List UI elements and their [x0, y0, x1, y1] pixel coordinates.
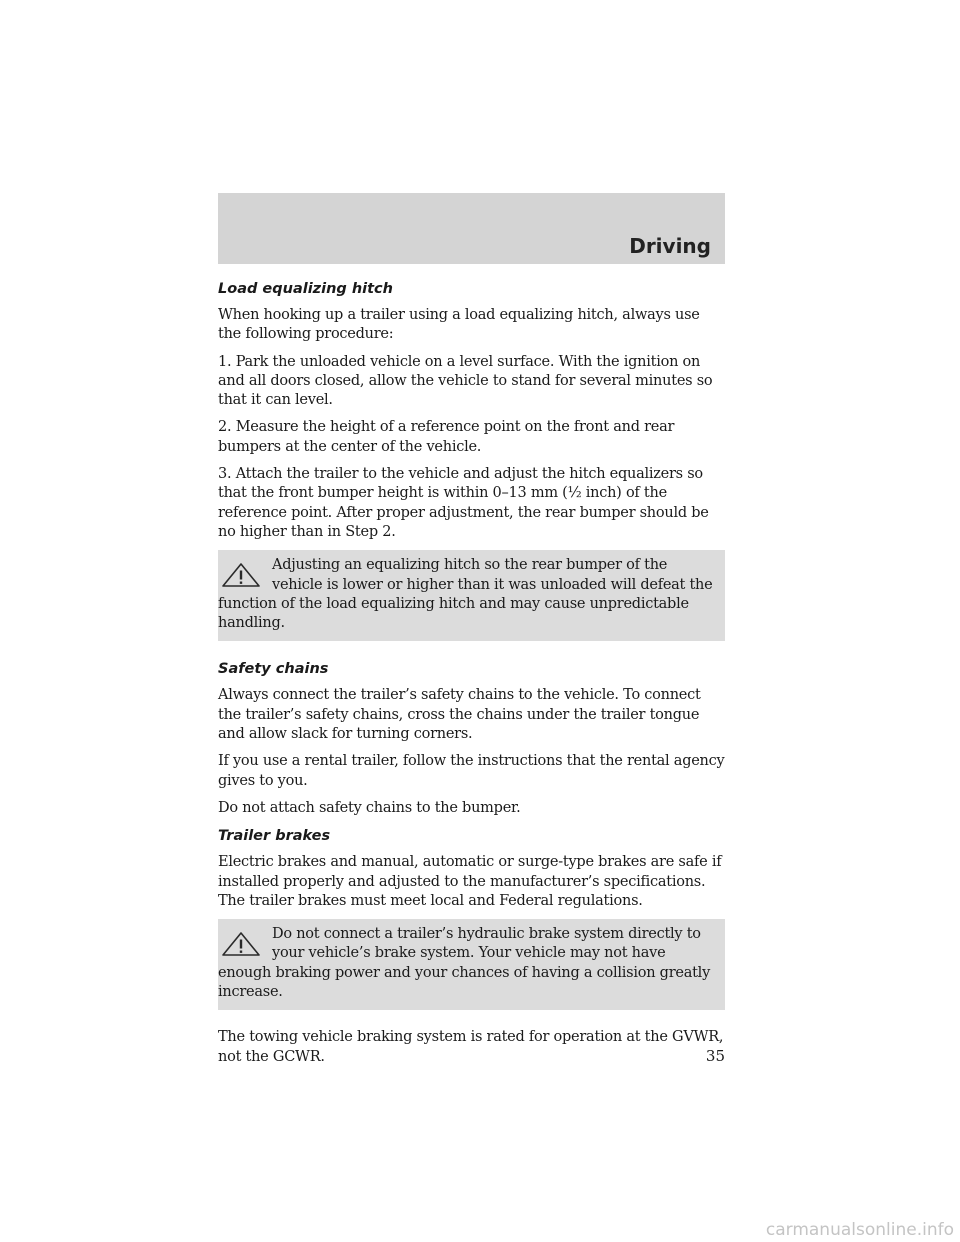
- paragraph-safety-chains-2: If you use a rental trailer, follow the instructions that the rental agency gives to you.: [218, 753, 725, 789]
- warning-box-hitch: [218, 550, 725, 641]
- warning-triangle-icon: [221, 931, 261, 957]
- paragraph-safety-chains-1: Always connect the trailer’s safety chains to the vehicle. To connect the trailer’s safety chains, cross the chains under the trailer tongue and allow slack for turning corners.: [218, 687, 701, 743]
- warning-text-hitch: Adjusting an equalizing hitch so the rear bumper of the vehicle is lower or higher than it was unloaded will defeat the function of the load equalizing hitch and may cause unpredictable handling.: [218, 557, 713, 632]
- section-title: Driving: [629, 234, 711, 258]
- paragraph-step-1: 1. Park the unloaded vehicle on a level surface. With the ignition on and all doors closed, allow the vehicle to stand for several minutes so that it can level.: [218, 353, 713, 409]
- heading-load-equalizing-hitch: Load equalizing hitch: [218, 281, 393, 297]
- heading-safety-chains: Safety chains: [218, 661, 329, 678]
- heading-trailer-brakes: Trailer brakes: [218, 828, 331, 845]
- paragraph-step-2: 2. Measure the height of a reference point on the front and rear bumpers at the center of the vehicle.: [218, 419, 675, 455]
- page-content: [218, 279, 725, 1075]
- paragraph-trailer-brakes-2: The towing vehicle braking system is rated for operation at the GVWR, not the GCWR.: [218, 1029, 724, 1065]
- page-number: 35: [705, 1047, 725, 1065]
- paragraph-trailer-brakes-1: Electric brakes and manual, automatic or surge-type brakes are safe if installed properly and adjusted to the manufacturer’s specifications. The trailer brakes must meet local and Federal regulations.: [218, 854, 722, 909]
- warning-triangle-icon: [221, 562, 261, 588]
- warning-box-brakes: [218, 919, 725, 1010]
- paragraph-step-3: 3. Attach the trailer to the vehicle and adjust the hitch equalizers so that the front bumper height is within 0–13 mm (½ inch) of the reference point. After proper adjustment, the rear bumper should be no higher than in Step 2.: [218, 466, 709, 540]
- watermark: carmanualsonline.info: [765, 1220, 954, 1240]
- paragraph-hitch-intro: When hooking up a trailer using a load equalizing hitch, always use the following procedure:: [218, 307, 700, 343]
- paragraph-safety-chains-3: Do not attach safety chains to the bumper.: [218, 799, 521, 816]
- warning-text-brakes: Do not connect a trailer’s hydraulic brake system directly to your vehicle’s brake system. Your vehicle may not have enough braking power and your chances of having a collision greatly increase.: [218, 926, 711, 1001]
- header-band: [218, 193, 725, 264]
